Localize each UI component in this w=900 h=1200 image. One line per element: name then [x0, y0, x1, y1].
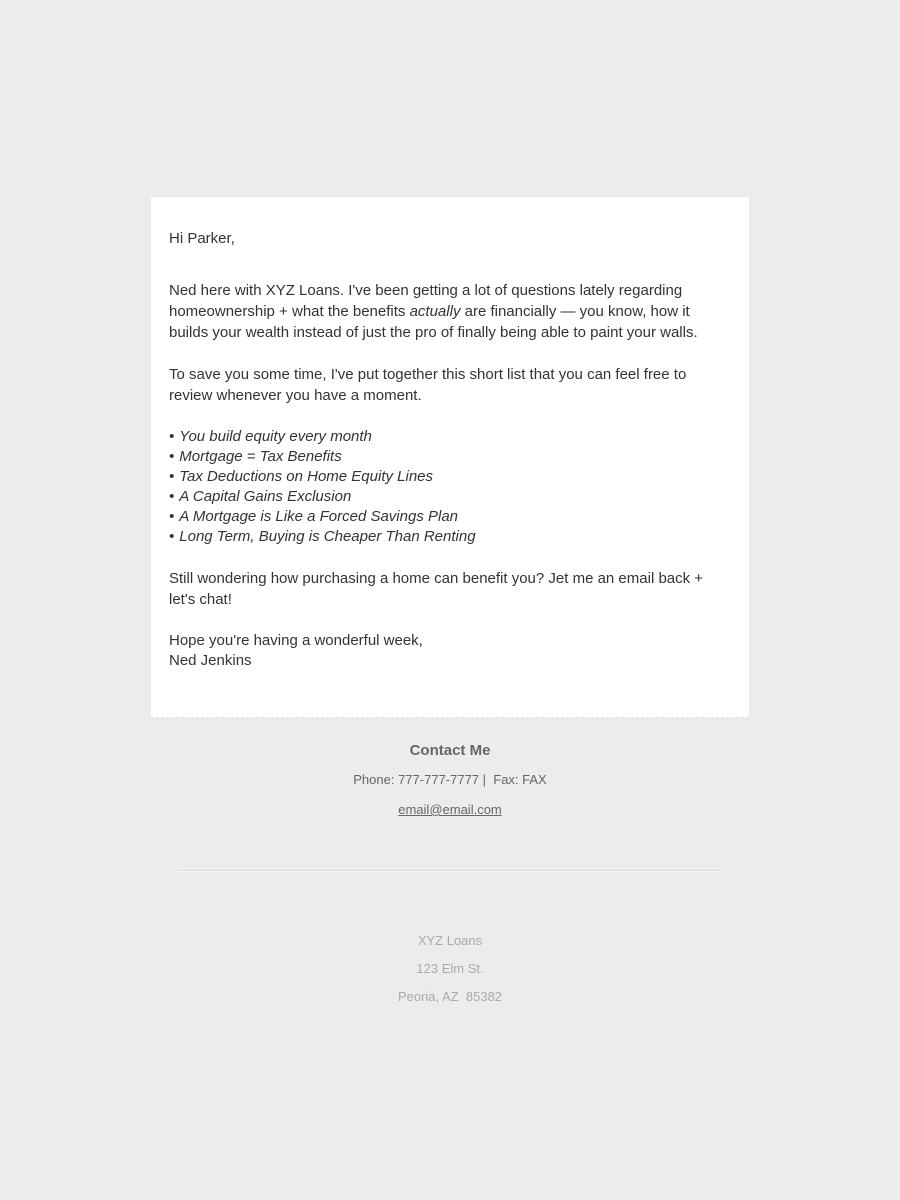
company-address-section: [0, 934, 900, 1004]
footer-divider: [180, 870, 720, 872]
bullet-icon: •: [169, 428, 175, 445]
list-item-text: A Capital Gains Exclusion: [179, 488, 352, 505]
list-item-text: Long Term, Buying is Cheaper Than Renting: [179, 528, 476, 545]
email-link-row: [0, 801, 900, 819]
list-item: [169, 427, 724, 447]
list-item: [169, 467, 724, 487]
list-item-text: Mortgage = Tax Benefits: [179, 448, 342, 465]
email-intro-paragraph: [169, 280, 724, 343]
bullet-icon: •: [169, 528, 175, 545]
list-item: [169, 527, 724, 547]
signoff-text: Hope you're having a wonderful week,: [169, 632, 423, 649]
bullet-icon: •: [169, 468, 175, 485]
contact-heading: Contact Me: [409, 742, 491, 759]
list-item: [169, 507, 724, 527]
email-signoff: [169, 631, 724, 671]
bullet-icon: •: [169, 488, 175, 505]
bullet-icon: •: [169, 448, 175, 465]
email-body-card: [151, 197, 749, 718]
phone-fax-line: Phone: 777-777-7777 | Fax: FAX: [353, 772, 547, 787]
email-list-intro-paragraph: To save you some time, I've put together this short list that you can feel free to review whenever you have a moment.: [169, 366, 687, 404]
intro-text-before: Ned here with XYZ Loans. I've been getting a lot of questions lately regarding homeownership + what the benefits: [169, 282, 683, 320]
address-street: 123 Elm St.: [416, 961, 484, 976]
bullet-icon: •: [169, 508, 175, 525]
contact-section: [0, 718, 900, 819]
sender-name: Ned Jenkins: [169, 652, 252, 669]
list-item-text: A Mortgage is Like a Forced Savings Plan: [179, 508, 459, 525]
benefits-bullet-list: [169, 427, 724, 547]
list-item: [169, 487, 724, 507]
list-item: [169, 447, 724, 467]
company-name: XYZ Loans: [417, 933, 483, 948]
list-item-text: Tax Deductions on Home Equity Lines: [179, 468, 434, 485]
intro-text-after: are financially — you know, how it builds your wealth instead of just the pro of finally being able to paint your walls.: [169, 303, 698, 341]
email-link[interactable]: email@email.com: [398, 802, 502, 817]
email-greeting: Hi Parker,: [169, 230, 235, 247]
email-cta-paragraph: Still wondering how purchasing a home can benefit you? Jet me an email back + let's chat!: [169, 570, 704, 608]
list-item-text: You build equity every month: [179, 428, 372, 445]
address-city-state-zip: Peoria, AZ 85382: [397, 989, 503, 1004]
intro-italic-word: actually: [409, 303, 461, 320]
